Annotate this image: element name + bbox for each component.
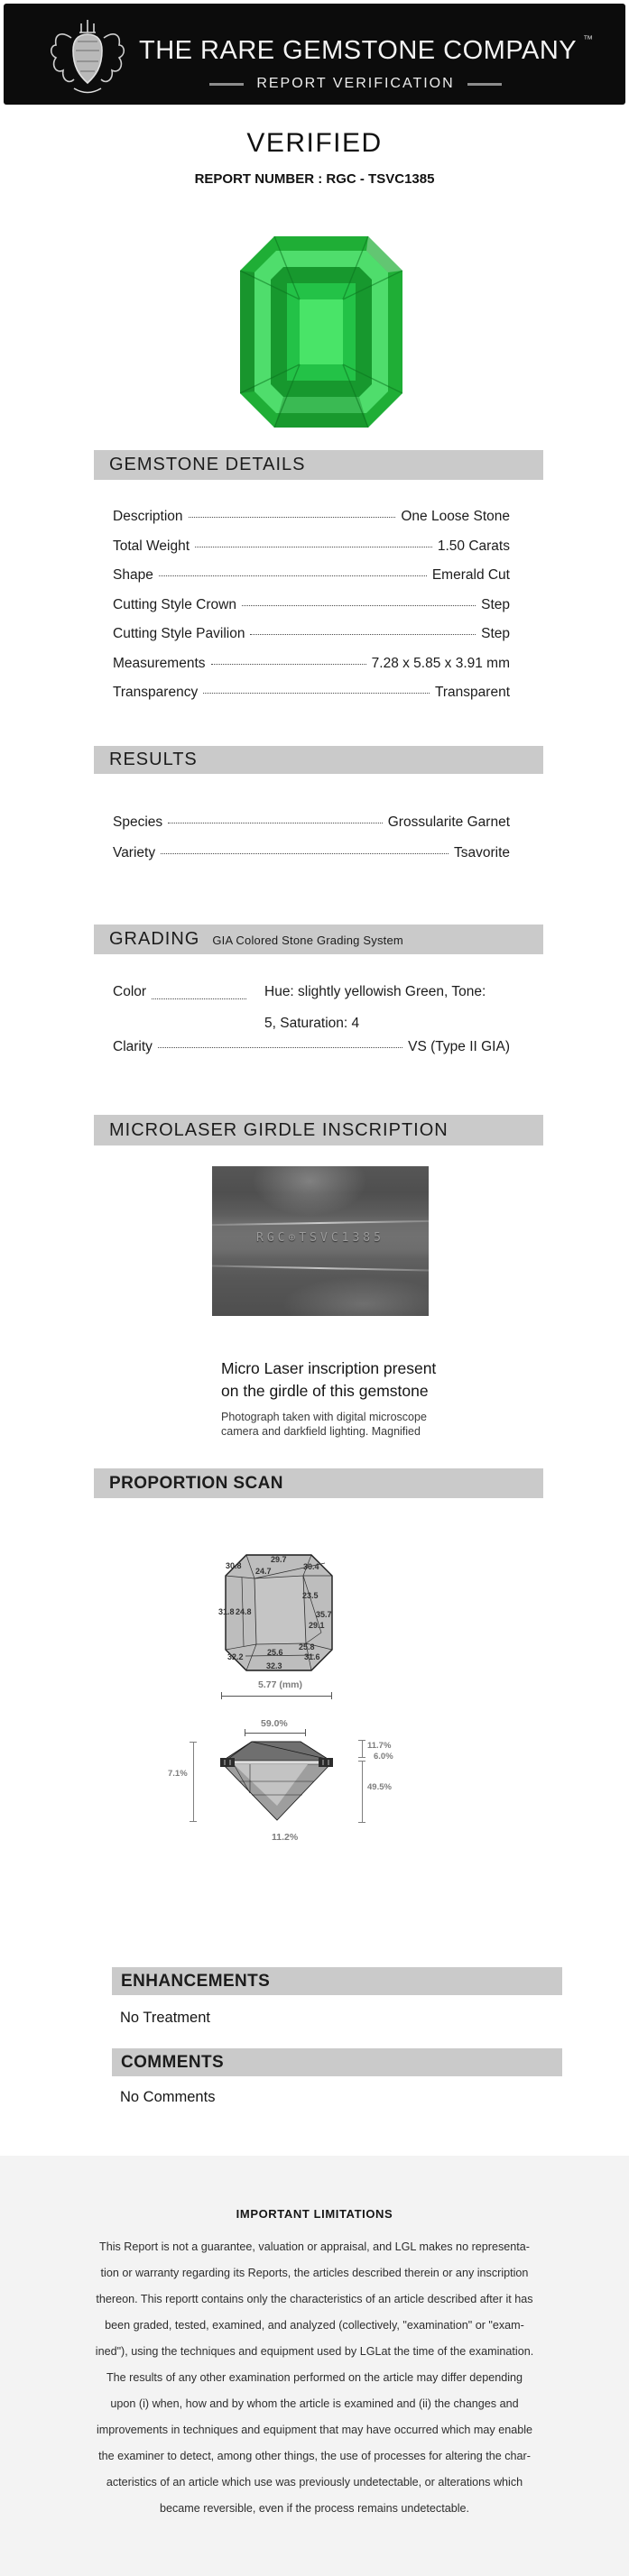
culet-percentage-label: 11.2% bbox=[272, 1832, 299, 1843]
section-header-gemstone-details: GEMSTONE DETAILS bbox=[94, 450, 543, 480]
laser-inscription-text: RGC⊕TSVC1385 bbox=[256, 1231, 384, 1245]
girdle-edge-highlight bbox=[212, 1265, 429, 1271]
detail-row: Description One Loose Stone bbox=[113, 509, 510, 524]
limitations-line: been graded, tested, examined, and analyzed (collectively, "examination" or "exam- bbox=[105, 2319, 524, 2332]
report-number: REPORT NUMBER : RGC - TSVC1385 bbox=[194, 171, 435, 187]
limitations-line: The results of any other examination performed on the article may differ depending bbox=[106, 2371, 523, 2384]
facet-measurement: 24.8 bbox=[236, 1607, 252, 1616]
limitations-line: thereon. This reportt contains only the characteristics of an article described after it has bbox=[96, 2293, 533, 2305]
facet-measurement: 32.3 bbox=[266, 1661, 282, 1670]
report-verification-subtitle-row bbox=[139, 76, 572, 92]
measure-tick bbox=[331, 1692, 332, 1699]
company-name bbox=[139, 34, 594, 66]
detail-row: Total Weight 1.50 Carats bbox=[113, 538, 510, 554]
grading-system-subtitle: GIA Colored Stone Grading System bbox=[212, 934, 403, 947]
facet-measurement: 35.7 bbox=[316, 1610, 332, 1619]
section-header-enhancements: ENHANCEMENTS bbox=[112, 1967, 562, 1995]
facet-measurement: 32.2 bbox=[227, 1652, 244, 1661]
trademark-symbol: ™ bbox=[583, 34, 594, 45]
color-value: Hue: slightly yellowish Green, Tone: 5, Saturation: 4 bbox=[264, 984, 486, 1031]
right-dash-ornament bbox=[467, 83, 502, 86]
girdle-thickness-label: 7.1% bbox=[168, 1769, 188, 1779]
width-measure-line bbox=[221, 1696, 332, 1697]
dotted-leader bbox=[152, 998, 246, 999]
width-measurement-label: 5.77 (mm) bbox=[258, 1679, 303, 1690]
detail-row: Species Grossularite Garnet bbox=[113, 814, 510, 830]
comments-value: No Comments bbox=[120, 2089, 216, 2105]
inscription-caption: Micro Laser inscription present on the girdle of this gemstone bbox=[221, 1359, 437, 1400]
proportion-profile-diagram bbox=[219, 1739, 334, 1822]
limitations-line: This Report is not a guarantee, valuation or appraisal, and LGL makes no representa- bbox=[99, 2240, 530, 2253]
girdle-percentage-label: 6.0% bbox=[374, 1752, 393, 1762]
company-name-text: THE RARE GEMSTONE COMPANY bbox=[139, 36, 578, 65]
dotted-leader bbox=[161, 853, 449, 854]
report-verification-label: REPORT VERIFICATION bbox=[256, 76, 455, 91]
clarity-row: Clarity VS (Type II GIA) bbox=[113, 1039, 510, 1054]
table-measure-line bbox=[245, 1733, 306, 1734]
dotted-leader bbox=[159, 575, 427, 576]
facet-measurement: 31.6 bbox=[304, 1652, 320, 1661]
dotted-leader bbox=[211, 664, 366, 665]
limitations-line: ined"), using the techniques and equipment used by LGLat the time of the examination. bbox=[95, 2345, 534, 2358]
measure-tick bbox=[221, 1692, 222, 1699]
pavilion-depth-label: 49.5% bbox=[367, 1782, 392, 1792]
total-depth-measure-line bbox=[193, 1742, 194, 1821]
dotted-leader bbox=[158, 1047, 402, 1048]
section-header-results: RESULTS bbox=[94, 746, 543, 774]
girdle-inscription-photo bbox=[212, 1166, 429, 1316]
measure-cap bbox=[358, 1822, 365, 1823]
grading-title: GRADING bbox=[109, 929, 200, 949]
section-header-inscription: MICROLASER GIRDLE INSCRIPTION bbox=[94, 1115, 543, 1145]
detail-row: Measurements 7.28 x 5.85 x 3.91 mm bbox=[113, 655, 510, 671]
gemstone-details-list bbox=[113, 509, 510, 714]
verified-status: VERIFIED bbox=[246, 128, 383, 158]
detail-row: Transparency Transparent bbox=[113, 685, 510, 700]
crown-height-label: 11.7% bbox=[367, 1741, 392, 1751]
dotted-leader bbox=[203, 693, 430, 694]
dotted-leader bbox=[250, 634, 476, 635]
measure-cap bbox=[190, 1742, 197, 1743]
facet-measurement: 29.1 bbox=[309, 1621, 325, 1630]
grading-list bbox=[113, 976, 510, 1075]
detail-row: Variety Tsavorite bbox=[113, 845, 510, 860]
facet-measurement: 30.4 bbox=[303, 1562, 319, 1571]
measure-cap bbox=[358, 1740, 365, 1741]
measure-cap bbox=[358, 1757, 365, 1758]
girdle-edge-highlight bbox=[212, 1220, 429, 1226]
limitations-line: tion or warranty regarding its Reports, the articles described therein or any inscription bbox=[100, 2267, 529, 2279]
limitations-line: acteristics of an article which use was previously undetectable, or alterations which bbox=[106, 2476, 523, 2489]
dotted-leader bbox=[189, 517, 396, 518]
limitations-line: upon (i) when, how and by whom the article is examined and (ii) the changes and bbox=[110, 2397, 519, 2410]
section-header-proportion-scan: PROPORTION SCAN bbox=[94, 1468, 543, 1498]
dotted-leader bbox=[242, 605, 476, 606]
limitations-line: improvements in techniques and equipment that may have occurred which may enable bbox=[96, 2424, 533, 2436]
photo-note: Photograph taken with digital microscope camera and darkfield lighting. Magnified bbox=[221, 1411, 427, 1438]
limitations-text bbox=[39, 2234, 590, 2522]
enhancements-value: No Treatment bbox=[120, 2010, 210, 2026]
left-dash-ornament bbox=[209, 83, 244, 86]
header-bar bbox=[4, 4, 625, 105]
detail-row: Cutting Style Crown Step bbox=[113, 596, 510, 612]
facet-measurement: 25.8 bbox=[299, 1642, 315, 1651]
crown-measure-line bbox=[362, 1740, 363, 1757]
limitations-line: became reversible, even if the process remains undetectable. bbox=[159, 2502, 469, 2515]
section-header-comments: COMMENTS bbox=[112, 2048, 562, 2076]
facet-measurement: 30.8 bbox=[226, 1561, 242, 1570]
facet-measurement: 23.5 bbox=[302, 1591, 319, 1600]
pavilion-measure-line bbox=[362, 1761, 363, 1822]
section-header-grading bbox=[94, 925, 543, 954]
gemstone-photo bbox=[240, 236, 402, 428]
facet-measurement: 29.7 bbox=[271, 1555, 287, 1564]
detail-row: Cutting Style Pavilion Step bbox=[113, 626, 510, 641]
facet-measurement: 31.8 bbox=[218, 1607, 235, 1616]
facet-measurement: 25.6 bbox=[267, 1648, 283, 1657]
limitations-line: the examiner to detect, among other things, the use of processes for altering the char- bbox=[98, 2450, 531, 2462]
company-crest-logo bbox=[47, 14, 128, 101]
table-percentage-label: 59.0% bbox=[261, 1718, 288, 1729]
measure-cap bbox=[358, 1761, 365, 1762]
results-list bbox=[113, 814, 510, 876]
color-row: Color Hue: slightly yellowish Green, Tone: 5, Saturation: 4 bbox=[113, 976, 510, 1039]
facet-measurement: 24.7 bbox=[255, 1567, 272, 1576]
measure-cap bbox=[190, 1821, 197, 1822]
limitations-title: IMPORTANT LIMITATIONS bbox=[236, 2207, 393, 2221]
measure-tick bbox=[305, 1729, 306, 1736]
detail-row: Shape Emerald Cut bbox=[113, 567, 510, 583]
